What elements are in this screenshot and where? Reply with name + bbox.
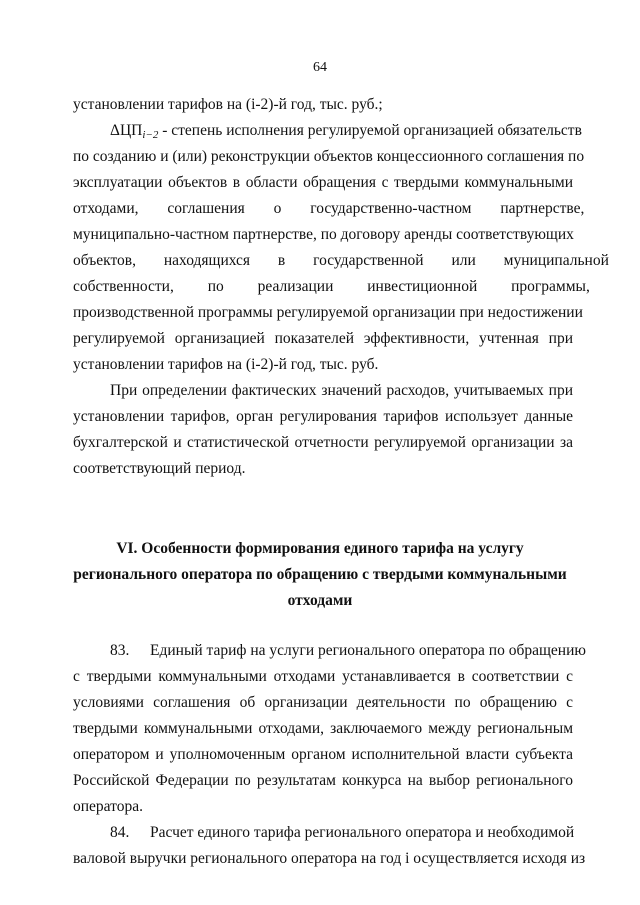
text-line: Единый тариф на услуги регионального оператора по обращению: [150, 642, 586, 659]
text-fragment: - степень исполнения регулируемой организацией обязательств: [162, 122, 582, 139]
text-line: При определении фактических значений расходов, учитываемых при: [110, 382, 573, 399]
section-heading-line: отходами: [287, 592, 353, 609]
text-line: собственности, по реализации инвестиционной программы,: [73, 278, 590, 295]
text-line: соответствующий период.: [73, 460, 246, 477]
text-line: муниципально-частном партнерстве, по договору аренды соответствующих: [73, 226, 574, 243]
text-line: установлении тарифов, орган регулирования тарифов использует данные: [73, 408, 573, 425]
text-line: отходами, соглашения о государственно-частном партнерстве,: [73, 200, 585, 217]
text-line: по созданию и (или) реконструкции объектов концессионного соглашения по: [73, 148, 585, 165]
clause-number: 83.: [110, 642, 130, 659]
text-line: Расчет единого тарифа регионального оператора и необходимой: [150, 824, 575, 841]
text-line: оператором и уполномоченным органом исполнительной власти субъекта: [73, 746, 573, 763]
text-line: твердыми коммунальными отходами, заключаемого между региональным: [73, 720, 573, 737]
text-line: условиями соглашения об организации деятельности по обращению с: [73, 694, 573, 711]
text-line: объектов, находящихся в государственной или муниципальной: [73, 252, 609, 269]
text-line: установлении тарифов на (i-2)-й год, тыс. руб.: [73, 356, 379, 373]
text-line: валовой выручки регионального оператора на год i осуществляется исходя из: [73, 850, 586, 867]
section-heading-line: VI. Особенности формирования единого тарифа на услугу: [116, 540, 524, 557]
text-line: регулируемой организацией показателей эффективности, учтенная при: [73, 330, 573, 347]
formula-symbol: $\Delta ЦП_{i-2}$: [110, 122, 159, 141]
text-line: Российской Федерации по результатам конкурса на выбор регионального: [73, 772, 573, 789]
formula-line: [110, 122, 582, 141]
text-line: установлении тарифов на (i-2)-й год, тыс. руб.;: [73, 96, 383, 113]
text-line: эксплуатации объектов в области обращения с твердыми коммунальными: [73, 174, 573, 191]
page-number: 64: [313, 60, 327, 75]
text-line: бухгалтерской и статистической отчетности регулируемой организации за: [73, 434, 573, 451]
text-line: с твердыми коммунальными отходами устанавливается в соответствии с: [73, 668, 573, 685]
text-line: производственной программы регулируемой организации при недостижении: [73, 304, 583, 321]
clause-number: 84.: [110, 824, 130, 841]
section-heading-line: регионального оператора по обращению с твердыми коммунальными: [73, 566, 567, 583]
text-line: оператора.: [73, 798, 143, 815]
